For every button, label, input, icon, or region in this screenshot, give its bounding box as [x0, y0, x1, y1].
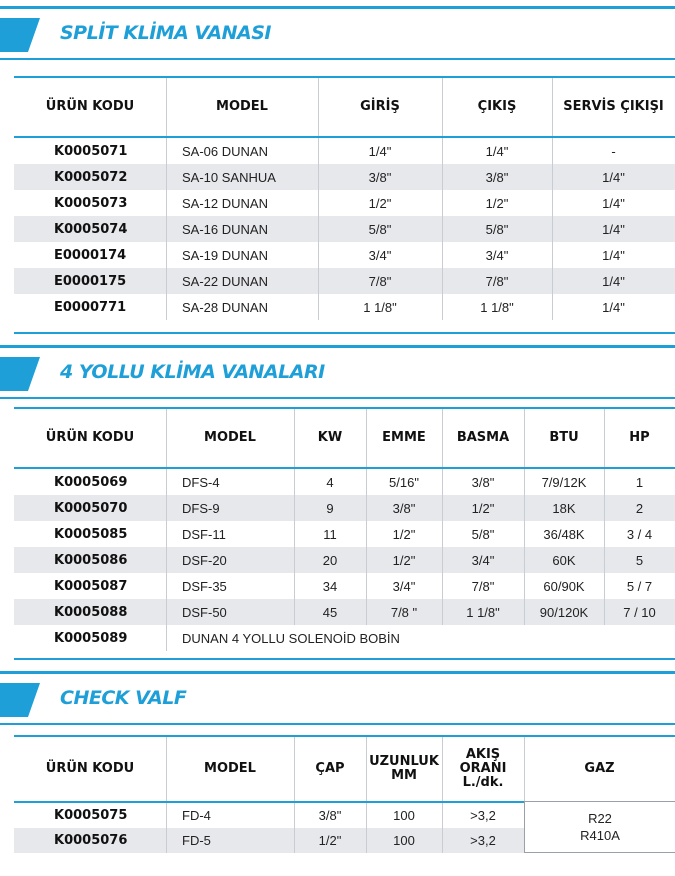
value-cell: 34 [322, 578, 338, 594]
value-cell: 36/48K [543, 526, 585, 542]
value-cell: 45 [322, 604, 338, 620]
table-row [14, 573, 675, 599]
section-bottom-rule [0, 397, 675, 399]
table-row [14, 294, 675, 320]
header-cell: GİRİŞ [360, 99, 400, 114]
value-cell: 9 [326, 500, 334, 516]
header-cell: GAZ [584, 761, 615, 776]
model-cell: DSF-35 [182, 578, 227, 594]
table-row [14, 495, 675, 521]
table-row [14, 138, 675, 164]
four-way-table-bottom-rule [14, 658, 675, 660]
value-cell: 7/8" [368, 273, 392, 289]
product-code: K0005069 [54, 474, 128, 490]
split-table-header [14, 76, 675, 138]
header-cell: MODEL [204, 761, 256, 776]
split-table-bottom-rule [14, 332, 675, 334]
section-top-rule [0, 345, 675, 348]
split-table [14, 76, 675, 320]
value-cell: 1/2" [318, 833, 342, 848]
model-cell: DFS-9 [182, 500, 220, 516]
header-cell: BTU [549, 430, 579, 445]
gas-value: R22 [588, 811, 612, 826]
model-cell: SA-10 SANHUA [182, 169, 276, 185]
product-code: K0005088 [54, 604, 128, 620]
section-tab-icon [0, 18, 40, 52]
value-cell: 5/8" [471, 526, 495, 542]
header-cell: ÜRÜN KODU [45, 99, 135, 114]
header-cell: ÇAP [315, 761, 345, 776]
table-row [14, 521, 675, 547]
section-bottom-rule [0, 58, 675, 60]
model-cell: SA-22 DUNAN [182, 273, 268, 289]
product-code: E0000174 [54, 247, 127, 263]
value-cell: 7/8" [485, 273, 509, 289]
value-cell: 3/8" [392, 500, 416, 516]
value-cell: 100 [393, 833, 415, 848]
product-code: K0005071 [54, 143, 128, 159]
value-cell: 5/8" [368, 221, 392, 237]
header-cell: SERVİS ÇIKIŞI [563, 99, 664, 114]
value-cell: 1 1/8" [466, 604, 500, 620]
value-cell: >3,2 [470, 808, 496, 823]
product-code: K0005074 [54, 221, 128, 237]
value-cell: 1/2" [485, 195, 509, 211]
product-code: K0005086 [54, 552, 128, 568]
value-cell: 1/4" [602, 273, 625, 289]
table-row [14, 547, 675, 573]
value-cell: 3 / 4 [626, 526, 653, 542]
table-row [14, 190, 675, 216]
model-cell: SA-06 DUNAN [182, 143, 268, 159]
model-cell: DSF-11 [182, 526, 226, 542]
section-top-rule [0, 6, 675, 9]
check-table [14, 735, 675, 853]
table-row [14, 599, 675, 625]
header-cell: EMME [382, 430, 426, 445]
product-code: E0000175 [54, 273, 127, 289]
value-cell: 5/16" [389, 474, 419, 490]
table-row [14, 216, 675, 242]
header-cell: MODEL [204, 430, 256, 445]
value-cell: 3/8" [368, 169, 392, 185]
model-cell: FD-4 [182, 808, 211, 823]
value-cell: 4 [326, 474, 334, 490]
value-cell: 1/4" [602, 169, 625, 185]
value-cell: 1 1/8" [363, 299, 397, 315]
section-title: 4 YOLLU KLİMA VANALARI [60, 361, 325, 383]
gas-value: R410A [580, 828, 620, 843]
value-cell: 7/8" [471, 578, 495, 594]
value-cell: 3/4" [471, 552, 495, 568]
section-bottom-rule [0, 723, 675, 725]
header-cell: UZUNLUK MM [369, 754, 439, 783]
model-cell: SA-16 DUNAN [182, 221, 268, 237]
value-cell: - [611, 143, 616, 159]
section-tab-icon [0, 683, 40, 717]
value-cell: 1 [635, 474, 644, 490]
value-cell: 7/9/12K [541, 474, 587, 490]
section-header-check [0, 671, 675, 725]
description-cell: DUNAN 4 YOLLU SOLENOİD BOBİN [182, 630, 400, 646]
model-cell: DSF-50 [182, 604, 227, 620]
four-way-table-header [14, 407, 675, 469]
four-way-table [14, 407, 675, 651]
value-cell: 3/8" [471, 474, 495, 490]
header-cell: ÜRÜN KODU [45, 430, 135, 445]
value-cell: 90/120K [539, 604, 589, 620]
table-row [14, 268, 675, 294]
section-top-rule [0, 671, 675, 674]
section-header-split [0, 6, 675, 60]
header-cell: BASMA [456, 430, 510, 445]
model-cell: SA-12 DUNAN [182, 195, 268, 211]
value-cell: 60/90K [543, 578, 585, 594]
value-cell: 1/4" [602, 195, 625, 211]
product-code: K0005072 [54, 169, 128, 185]
value-cell: 3/8" [318, 808, 342, 823]
product-code: K0005070 [54, 500, 128, 516]
value-cell: >3,2 [470, 833, 496, 848]
section-title: SPLİT KLİMA VANASI [60, 22, 271, 44]
value-cell: 2 [635, 500, 644, 516]
table-row [14, 242, 675, 268]
section-header-four-way [0, 345, 675, 399]
check-table-header [14, 735, 675, 803]
gas-box [524, 801, 675, 853]
value-cell: 1/4" [602, 247, 625, 263]
value-cell: 20 [322, 552, 338, 568]
table-row [14, 469, 675, 495]
value-cell: 5/8" [485, 221, 509, 237]
product-code: E0000771 [54, 299, 127, 315]
model-cell: DSF-20 [182, 552, 227, 568]
product-code: K0005089 [54, 630, 128, 646]
value-cell: 18K [552, 500, 576, 516]
value-cell: 5 [635, 552, 644, 568]
header-cell: ÇIKIŞ [477, 99, 517, 114]
section-tab-icon [0, 357, 40, 391]
section-title: CHECK VALF [60, 687, 187, 709]
product-code: K0005076 [54, 833, 128, 848]
header-cell: MODEL [216, 99, 268, 114]
product-code: K0005075 [54, 808, 128, 823]
value-cell: 1/4" [368, 143, 392, 159]
value-cell: 1/2" [368, 195, 392, 211]
value-cell: 3/4" [392, 578, 416, 594]
table-row [14, 625, 675, 651]
model-cell: DFS-4 [182, 474, 220, 490]
value-cell: 7 / 10 [623, 604, 656, 620]
value-cell: 100 [393, 808, 415, 823]
model-cell: FD-5 [182, 833, 211, 848]
product-code: K0005085 [54, 526, 128, 542]
model-cell: SA-28 DUNAN [182, 299, 268, 315]
value-cell: 1 1/8" [480, 299, 514, 315]
product-code: K0005073 [54, 195, 128, 211]
header-cell: KW [317, 430, 343, 445]
model-cell: SA-19 DUNAN [182, 247, 268, 263]
value-cell: 11 [323, 526, 337, 542]
value-cell: 7/8 " [390, 604, 418, 620]
value-cell: 60K [552, 552, 576, 568]
value-cell: 3/4" [368, 247, 392, 263]
value-cell: 1/4" [602, 299, 625, 315]
value-cell: 1/2" [392, 552, 416, 568]
table-row [14, 164, 675, 190]
value-cell: 3/4" [485, 247, 509, 263]
four-way-table-body [14, 469, 675, 651]
value-cell: 1/2" [392, 526, 416, 542]
value-cell: 1/4" [602, 221, 625, 237]
header-cell: HP [629, 430, 650, 445]
header-cell: AKIŞ ORANI L./dk. [459, 747, 507, 790]
header-cell: ÜRÜN KODU [45, 761, 135, 776]
value-cell: 1/2" [471, 500, 495, 516]
value-cell: 5 / 7 [626, 578, 653, 594]
split-table-body [14, 138, 675, 320]
product-code: K0005087 [54, 578, 128, 594]
value-cell: 3/8" [485, 169, 509, 185]
value-cell: 1/4" [485, 143, 509, 159]
